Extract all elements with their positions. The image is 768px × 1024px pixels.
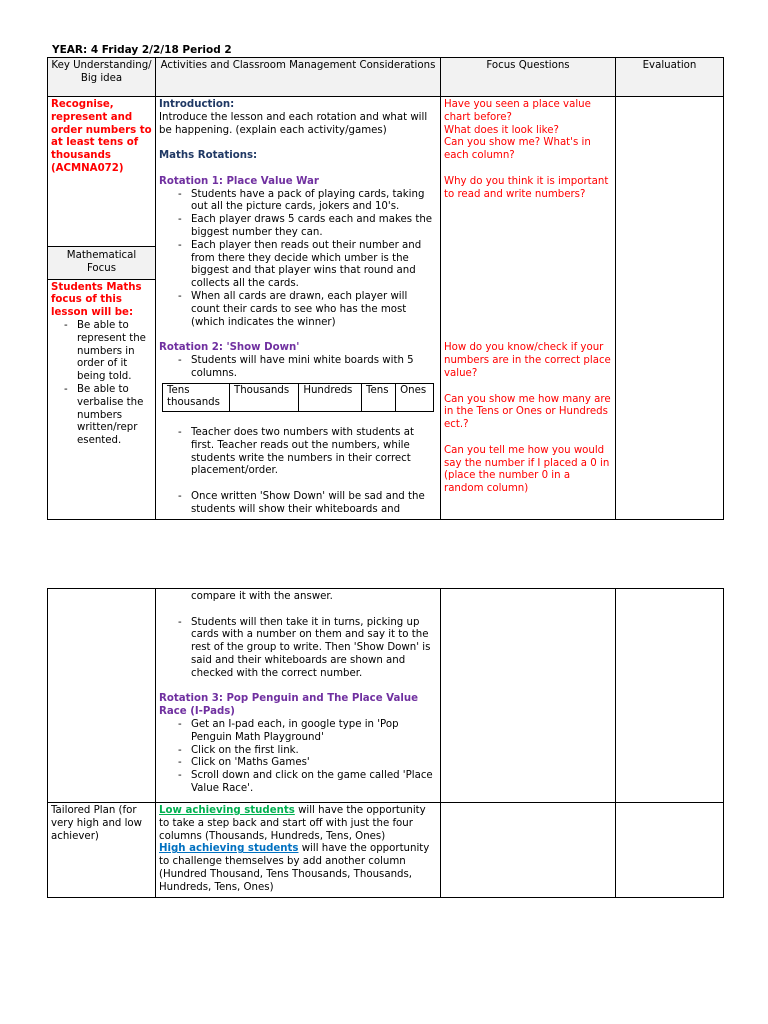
rotation3-item: - Get an I-pad each, in google type in 'Pop Penguin Math Playground' [191, 719, 437, 745]
pv-col-ones: Ones [396, 383, 434, 412]
focus-question: Have you seen a place value chart before? [444, 99, 591, 123]
rotation3-heading: Rotation 3: Pop Penguin and The Place Value Race (I-Pads) [159, 693, 419, 718]
rotation1-item: - Students have a pack of playing cards, taking out all the picture cards, jokers and 10's. [191, 189, 437, 215]
focus-questions-cell [441, 97, 616, 520]
focus-intro: Students Maths focus of this lesson will be: [51, 281, 142, 319]
pv-col-tens: Tens [362, 383, 396, 412]
evaluation-cell [616, 97, 724, 520]
rotation1-item: - Each player then reads out their number and from there they decide which umber is the biggest and that player wins that round and collects all the cards. [191, 240, 437, 291]
focus-item: - Be able to represent the numbers in order of it being told. [77, 320, 152, 384]
header-key-understanding: Key Understanding/ Big idea [48, 58, 156, 97]
key-understanding-cell-cont [48, 589, 156, 803]
focus-item: - Be able to verbalise the numbers written/repr esented. [77, 384, 152, 448]
high-achieving-text: will have the opportunity to challenge themselves by add another column (Hundred Thousand, Tens Thousands, Thousands, Hundreds, Tens, Ones) [159, 843, 430, 893]
rotation2-heading: Rotation 2: 'Show Down' [159, 342, 300, 354]
focus-question: Can you show me? What's in each column? [444, 137, 591, 162]
rotation2-item: - Students will have mini white boards with 5 columns. [191, 355, 437, 381]
tailored-evaluation-cell [616, 803, 724, 898]
focus-questions-cell-cont [441, 589, 616, 803]
pv-col-tens-thousands: Tens thousands [163, 383, 230, 412]
evaluation-cell-cont [616, 589, 724, 803]
rotations-heading: Maths Rotations: [159, 150, 258, 162]
rotation3-item: - Scroll down and click on the game called 'Place Value Race'. [191, 770, 437, 796]
activities-cell-cont [156, 589, 441, 803]
rotation2-item: - Students will then take it in turns, picking up cards with a number on them and say it to the rest of the group to write. Then 'Show Down' is said and their whiteboards are shown and checked with the correct number. [191, 617, 437, 681]
low-achieving-link[interactable]: Low achieving students [159, 805, 295, 816]
low-achieving-text: will have the opportunity to take a step back and start off with just the four columns (Thousands, Hundreds, Tens, Ones) [159, 805, 426, 842]
focus-question: How do you know/check if your numbers are in the correct place value? [444, 342, 611, 379]
lesson-plan-table-page1 [47, 57, 724, 520]
rotation1-item: - When all cards are drawn, each player will count their cards to see who has the most (which indicates the winner) [191, 291, 437, 329]
header-focus-questions: Focus Questions [441, 58, 616, 97]
focus-question: Can you tell me how you would say the number if I placed a 0 in (place the number 0 in a random column) [444, 444, 610, 495]
lesson-plan-table-page2 [47, 588, 724, 898]
rotation2-item: - Teacher does two numbers with students at first. Teacher reads out the numbers, while students write the numbers in their correct placement/order. [191, 427, 437, 478]
mathematical-focus-label: Mathematical Focus [48, 246, 155, 280]
page-title: YEAR: 4 Friday 2/2/18 Period 2 [52, 44, 232, 56]
place-value-table [162, 383, 434, 413]
header-evaluation: Evaluation [616, 58, 724, 97]
pv-col-hundreds: Hundreds [299, 383, 362, 412]
tailored-plan-cell [156, 803, 441, 898]
focus-question: What does it look like? [444, 124, 559, 136]
activities-cell [156, 97, 441, 520]
high-achieving-link[interactable]: High achieving students [159, 843, 299, 855]
tailored-plan-label: Tailored Plan (for very high and low achiever) [48, 803, 156, 898]
rotation1-heading: Rotation 1: Place Value War [159, 175, 319, 187]
rotation2-item: - Once written 'Show Down' will be sad and the students will show their whiteboards and [191, 491, 437, 517]
continued-text: compare it with the answer. [191, 591, 333, 602]
focus-question: Why do you think it is important to read and write numbers? [444, 175, 609, 200]
header-activities: Activities and Classroom Management Considerations [156, 58, 441, 97]
introduction-heading: Introduction: [159, 99, 235, 110]
rotation3-item: - Click on 'Maths Games' [191, 757, 437, 770]
curriculum-outcome: Recognise, represent and order numbers to at least tens of thousands (ACMNA072) [51, 99, 152, 174]
key-understanding-cell [48, 97, 156, 520]
rotation1-item: - Each player draws 5 cards each and makes the biggest number they can. [191, 214, 437, 240]
introduction-text: Introduce the lesson and each rotation and what will be happening. (explain each activity/games) [159, 111, 428, 136]
rotation3-item: - Click on the first link. [191, 745, 437, 758]
pv-col-thousands: Thousands [230, 383, 299, 412]
tailored-focus-cell [441, 803, 616, 898]
focus-question: Can you show me how many are in the Tens or Ones or Hundreds ect.? [444, 393, 611, 431]
